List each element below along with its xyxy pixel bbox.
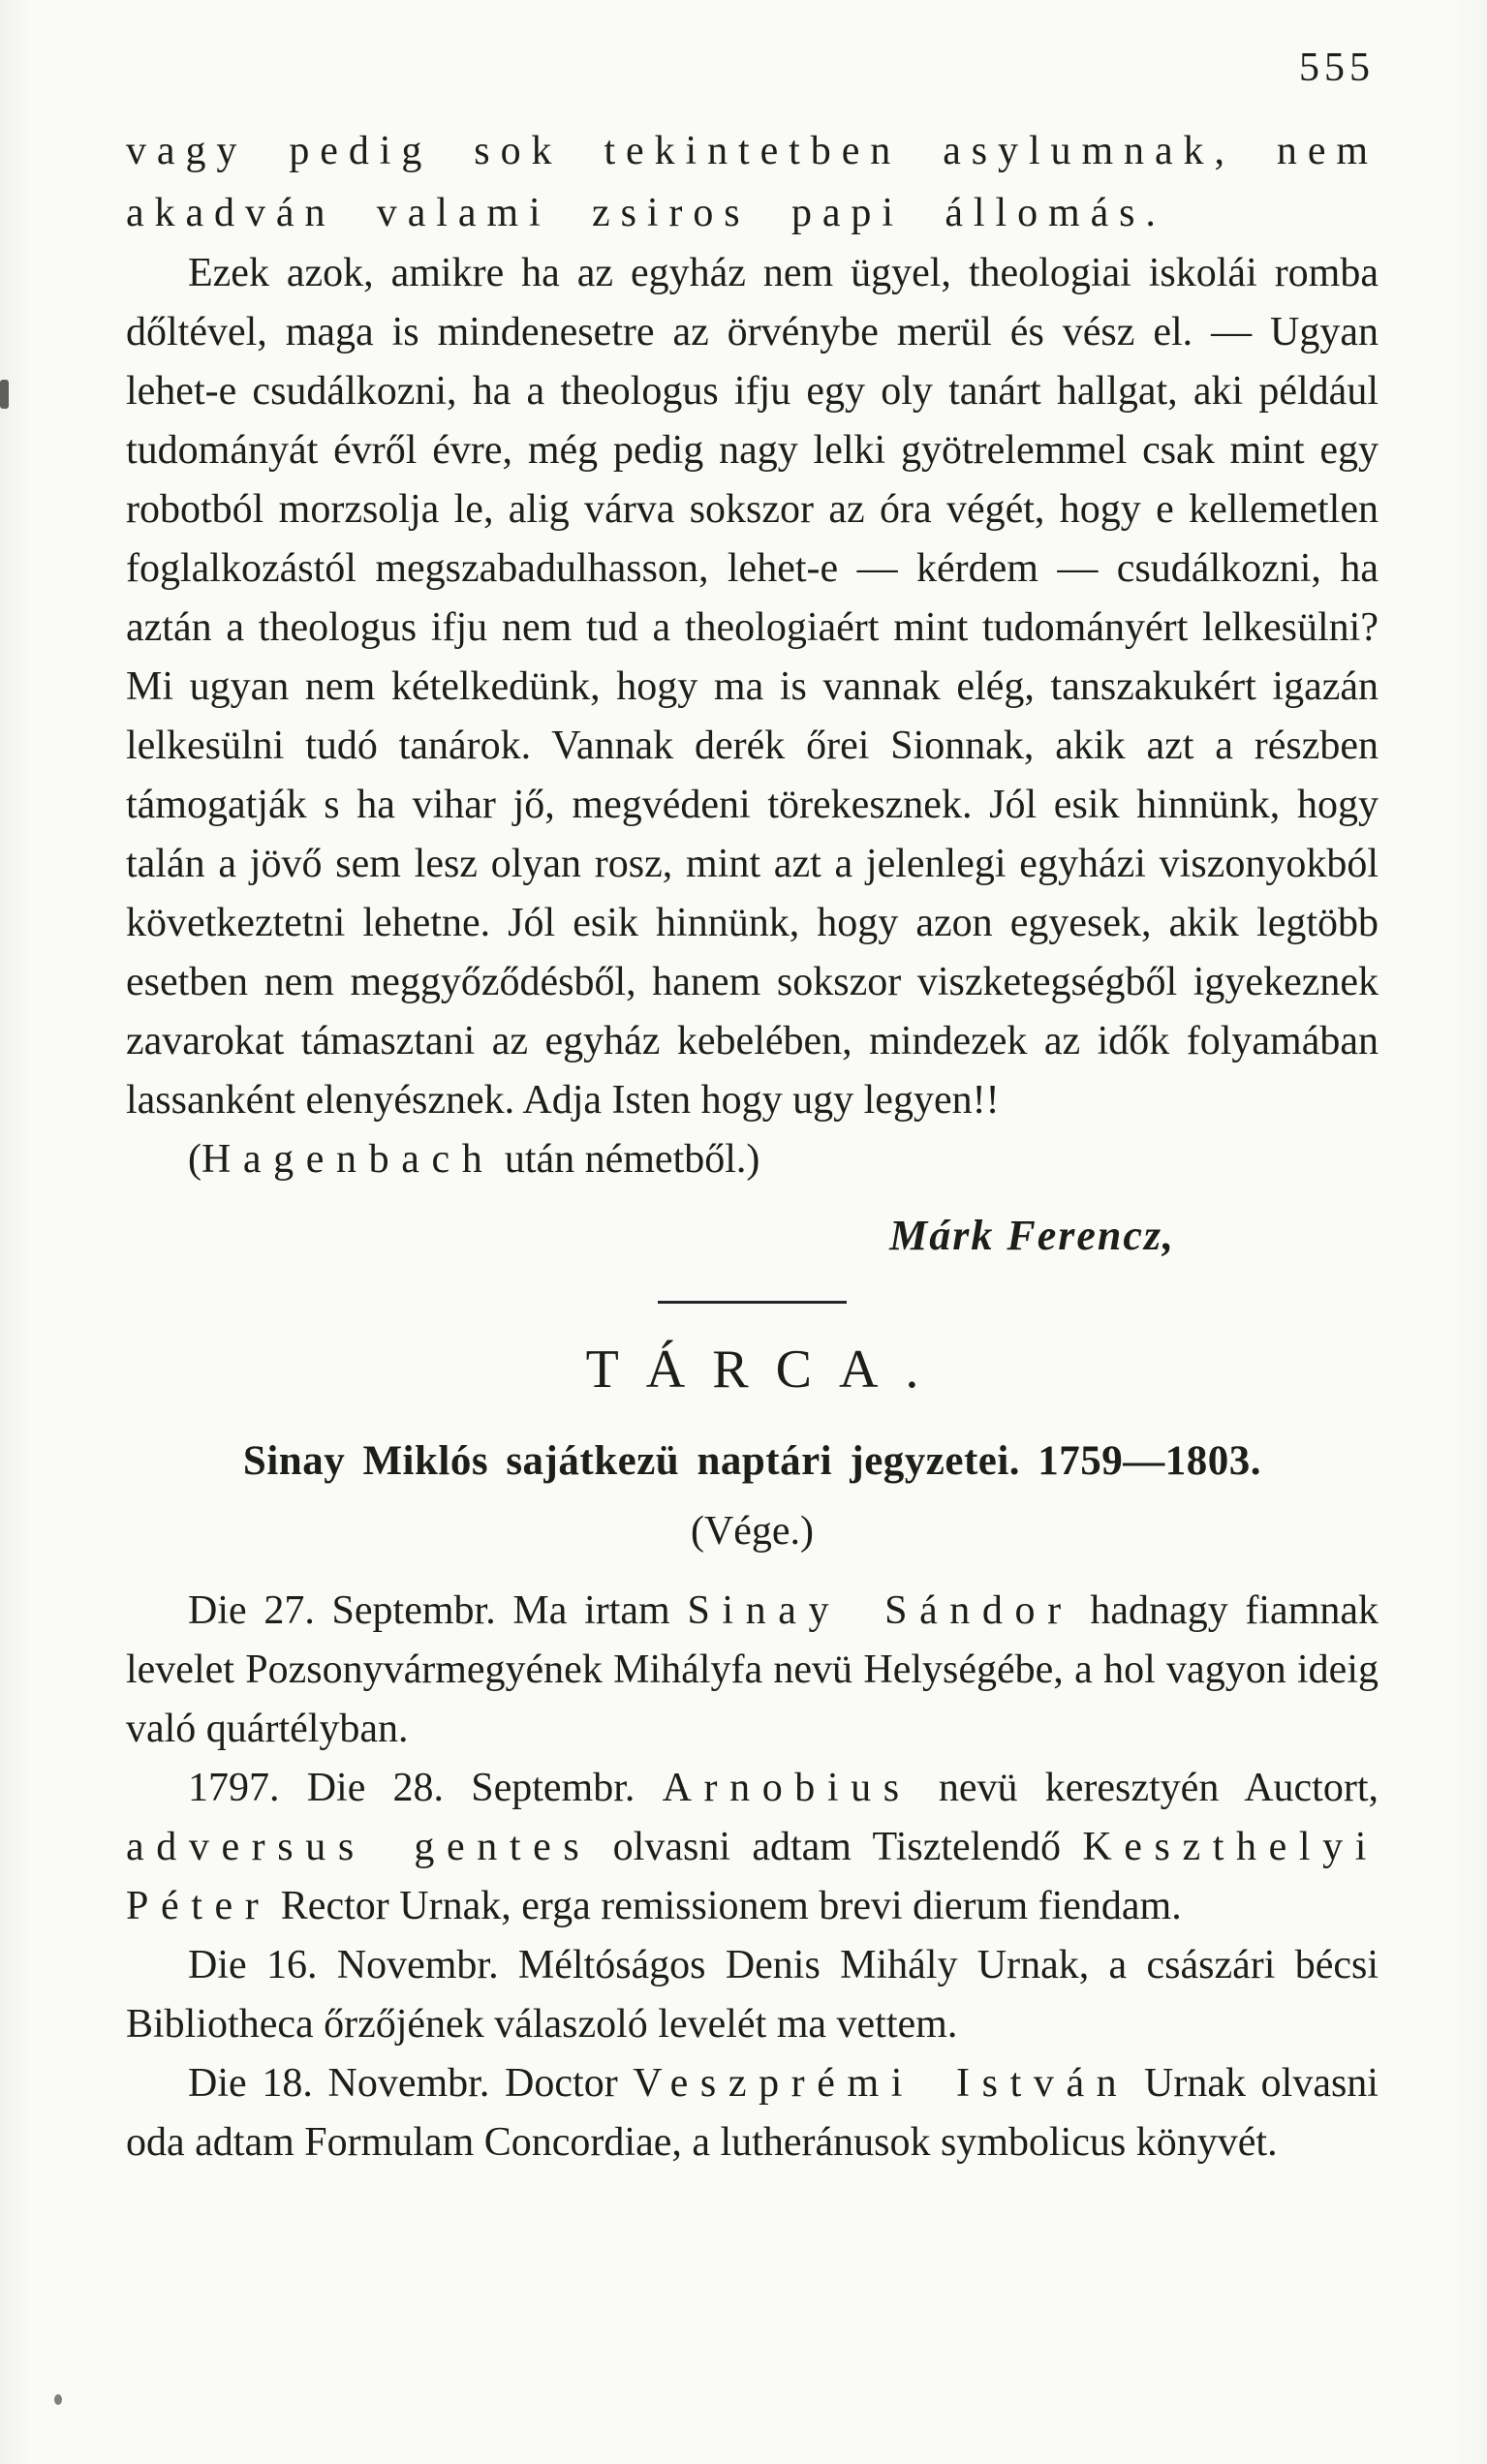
text-run: nevü keresztyén Auctort,	[911, 1766, 1379, 1810]
text-run: (	[188, 1137, 201, 1182]
paragraph-lead-letterspaced: vagy pedig sok tekintetben asylumnak, nem akadván valami zsiros papi állomás.	[126, 129, 1379, 235]
text-run: Die 27. Septembr. Ma irtam	[188, 1588, 688, 1633]
scan-artifact	[0, 380, 9, 409]
author-signature: Márk Ferencz,	[889, 1212, 1175, 1259]
attribution-line	[126, 1130, 1379, 1189]
letterspaced-name: Arnobius	[662, 1766, 912, 1810]
diary-entry	[126, 1936, 1379, 2054]
text-run: olvasni adtam Tisztelendő	[591, 1825, 1083, 1869]
letterspaced-name: Veszprémi István	[633, 2061, 1130, 2106]
text-run: Rector Urnak, erga remissionem brevi dierum fiendam.	[270, 1884, 1182, 1928]
section-title: TÁRCA.	[585, 1340, 946, 1400]
letterspaced-name: Sinay Sándor	[687, 1588, 1073, 1633]
text-run: 1797. Die 28. Septembr.	[188, 1766, 663, 1810]
letterspaced-name: Keszthelyi Péter	[126, 1825, 1379, 1928]
letterspaced-name: Hagenbach	[201, 1137, 495, 1182]
diary-entry	[126, 1759, 1379, 1936]
diary-entry	[126, 2054, 1379, 2172]
text-run: után németből.)	[494, 1137, 760, 1182]
paragraph-main: Ezek azok, amikre ha az egyház nem ügyel, theologiai iskolái romba dőltével, maga is mindenesetre az örvénybe merül és vész el. — Ugyan lehet-e csudálkozni, ha a theologus ifju egy oly tanárt hallgat, aki például tudományát évről évre, még pedig nagy lelki gyötrelemmel csak mint egy robotból morzsolja le, alig várva sokszor az óra végét, hogy e kellemetlen foglalkozástól megszabadulhasson, lehet-e — kérdem — csudálkozni, ha aztán a theologus ifju nem tud a theologiaért mint tudományért lelkesülni? Mi ugyan nem kételkedünk, hogy ma is vannak elég, tanszakukért igazán lelkesülni tudó tanárok. Vannak derék őrei Sionnak, akik azt a részben támogatják s ha vihar jő, megvédeni törekesznek. Jól esik hinnünk, hogy talán a jövő sem lesz olyan rosz, mint azt a jelenlegi egyházi viszonyokból következtetni lehetne. Jól esik hinnünk, hogy azon egyesek, akik legtöbb esetben nem meggyőződésből, hanem sokszor viszketegségből igyekeznek zavarokat támasztani az egyház kebelében, mindezek az idők folyamában lassanként elenyésznek. Adja Isten hogy ugy legyen!!	[126, 251, 1379, 1123]
text-run: Die 18. Novembr. Doctor	[188, 2061, 634, 2106]
section-divider-rule	[658, 1301, 847, 1304]
text-run: hadnagy fiamnak levelet Pozsonyvármegyének Mihályfa nevü Helységébe, a hol vagyon ideig való quártélyban.	[126, 1588, 1379, 1751]
article-title: Sinay Miklós sajátkezü naptári jegyzetei. 1759—1803.	[242, 1438, 1262, 1484]
letterspaced-name: adversus gentes	[126, 1825, 592, 1869]
diary-entries	[126, 1582, 1379, 2172]
diary-entry	[126, 1582, 1379, 1759]
text-run: Die 16. Novembr. Méltóságos Denis Mihály Urnak, a császári bécsi Bibliotheca őrzőjének válaszoló levelét ma vettem.	[126, 1943, 1379, 2047]
scan-artifact	[54, 2394, 62, 2405]
end-note: (Vége.)	[690, 1509, 815, 1554]
page-number: 555	[1299, 46, 1375, 90]
text-run: Urnak olvasni oda adtam Formulam Concordiae, a lutheránusok symbolicus könyvét.	[126, 2061, 1379, 2165]
